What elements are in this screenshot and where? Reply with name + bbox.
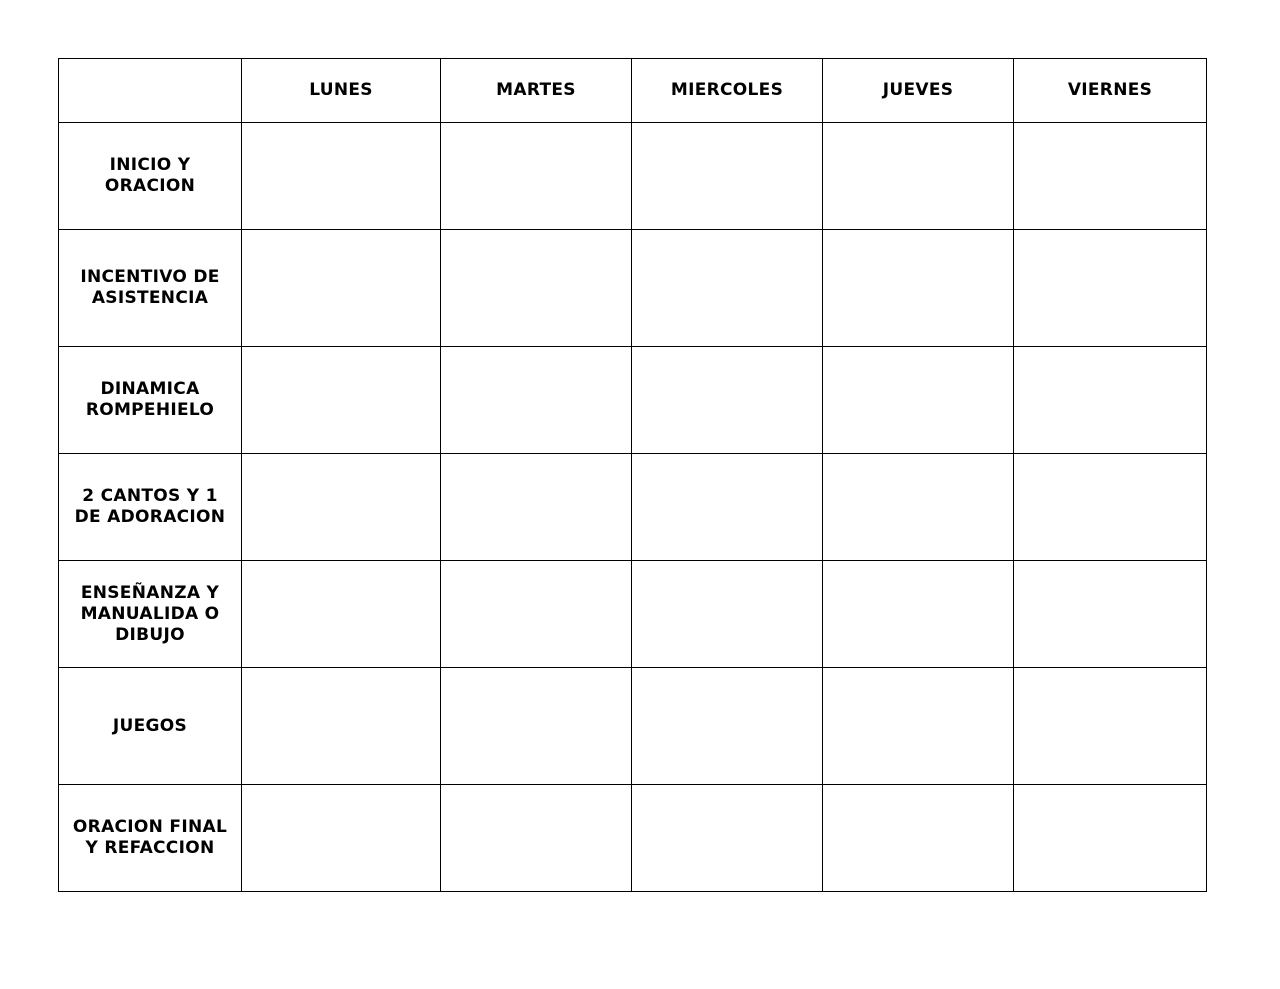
schedule-cell	[823, 668, 1014, 785]
corner-cell	[59, 59, 242, 123]
schedule-cell	[823, 230, 1014, 347]
schedule-cell	[242, 785, 441, 892]
schedule-cell	[632, 668, 823, 785]
schedule-cell	[242, 561, 441, 668]
schedule-cell	[242, 347, 441, 454]
schedule-cell	[823, 347, 1014, 454]
table-row	[59, 785, 1207, 892]
table-row	[59, 347, 1207, 454]
schedule-cell	[823, 454, 1014, 561]
schedule-cell	[632, 347, 823, 454]
schedule-cell	[632, 561, 823, 668]
row-label: INICIO Y ORACION	[59, 123, 242, 230]
schedule-cell	[632, 123, 823, 230]
schedule-table	[58, 58, 1207, 892]
row-label: 2 CANTOS Y 1 DE ADORACION	[59, 454, 242, 561]
day-header-jueves: JUEVES	[823, 59, 1014, 123]
table-row	[59, 230, 1207, 347]
schedule-cell	[1014, 454, 1207, 561]
schedule-cell	[441, 668, 632, 785]
schedule-cell	[823, 561, 1014, 668]
table-row	[59, 668, 1207, 785]
row-label: ENSEÑANZA Y MANUALIDA O DIBUJO	[59, 561, 242, 668]
table-row	[59, 454, 1207, 561]
schedule-cell	[441, 347, 632, 454]
schedule-cell	[441, 454, 632, 561]
row-label: JUEGOS	[59, 668, 242, 785]
schedule-cell	[441, 230, 632, 347]
row-label: INCENTIVO DE ASISTENCIA	[59, 230, 242, 347]
schedule-cell	[1014, 230, 1207, 347]
day-header-lunes: LUNES	[242, 59, 441, 123]
schedule-cell	[242, 230, 441, 347]
schedule-cell	[823, 785, 1014, 892]
schedule-cell	[632, 785, 823, 892]
day-header-viernes: VIERNES	[1014, 59, 1207, 123]
header-row	[59, 59, 1207, 123]
schedule-cell	[441, 123, 632, 230]
row-label: ORACION FINAL Y REFACCION	[59, 785, 242, 892]
table-row	[59, 561, 1207, 668]
schedule-cell	[1014, 123, 1207, 230]
schedule-cell	[242, 668, 441, 785]
schedule-cell	[1014, 347, 1207, 454]
schedule-cell	[1014, 668, 1207, 785]
schedule-cell	[441, 561, 632, 668]
schedule-cell	[242, 123, 441, 230]
schedule-cell	[632, 454, 823, 561]
table-row	[59, 123, 1207, 230]
day-header-martes: MARTES	[441, 59, 632, 123]
day-header-miercoles: MIERCOLES	[632, 59, 823, 123]
schedule-cell	[1014, 561, 1207, 668]
schedule-cell	[823, 123, 1014, 230]
schedule-cell	[1014, 785, 1207, 892]
row-label: DINAMICA ROMPEHIELO	[59, 347, 242, 454]
schedule-cell	[441, 785, 632, 892]
schedule-cell	[632, 230, 823, 347]
schedule-cell	[242, 454, 441, 561]
